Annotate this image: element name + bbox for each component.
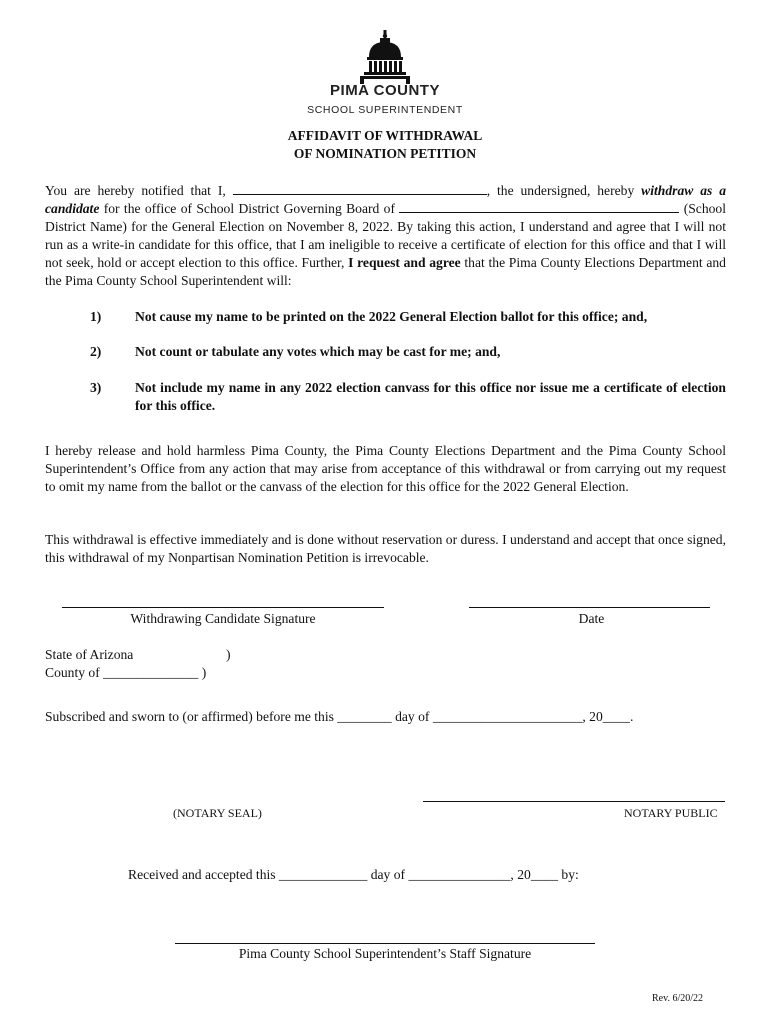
revision-date: Rev. 6/20/22 xyxy=(652,993,704,1004)
received-statement: Received and accepted this _____________ day of _______________, 20____ by: xyxy=(128,867,579,882)
intro-text-b: , the undersigned, hereby xyxy=(486,183,642,198)
department-name: SCHOOL SUPERINTENDENT xyxy=(307,104,463,116)
staff-signature-label: Pima County School Superintendent’s Staff Signature xyxy=(238,946,532,961)
state-paren: ) xyxy=(226,647,231,662)
document-title-line2: OF NOMINATION PETITION xyxy=(293,146,477,161)
state-label: State of Arizona xyxy=(45,647,134,662)
date-label: Date xyxy=(578,611,605,626)
capitol-dome-icon xyxy=(340,30,430,84)
intro-text-a: You are hereby notified that I, xyxy=(45,183,233,198)
intro-text-e: (School District Name) for the General Election on November 8, 2022. By taking this action, I understand and agree that I will not run as a write-in candidate for this office, that I am ineligible to receive a certificate of election for this office and that I will not seek, hold or accept election to this office. Further, xyxy=(45,201,726,270)
list-item-text: Not count or tabulate any votes which may be cast for me; and, xyxy=(135,344,501,359)
notary-public-label: NOTARY PUBLIC xyxy=(624,806,718,820)
county-name: PIMA COUNTY xyxy=(330,82,440,99)
candidate-signature-line[interactable] xyxy=(62,607,384,608)
notary-seal-label: (NOTARY SEAL) xyxy=(173,806,262,820)
list-item-text: Not include my name in any 2022 election canvass for this office nor issue me a certificate of election for this office. xyxy=(135,380,726,413)
intro-text-g: that the Pima County Elections Department and the Pima County School Superintendent will: xyxy=(45,255,726,288)
candidate-name-blank[interactable] xyxy=(233,182,487,195)
school-district-blank[interactable] xyxy=(399,200,679,213)
sworn-statement: Subscribed and sworn to (or affirmed) before me this ________ day of ______________________, 20____. xyxy=(45,709,634,724)
effective-paragraph: This withdrawal is effective immediately and is done without reservation or duress. I understand and accept that once signed, this withdrawal of my Nonpartisan Nomination Petition is irrevocable. xyxy=(45,532,726,565)
candidate-signature-label: Withdrawing Candidate Signature xyxy=(130,611,316,626)
request-agree-emphasis: I request and agree xyxy=(348,255,461,270)
notary-signature-line[interactable] xyxy=(423,801,725,802)
list-item-text: Not cause my name to be printed on the 2022 General Election ballot for this office; and, xyxy=(135,309,648,324)
intro-text-d: for the office of School District Governing Board of xyxy=(99,201,400,216)
list-item-number: 3) xyxy=(90,380,102,395)
staff-signature-line[interactable] xyxy=(175,943,595,944)
list-item-number: 2) xyxy=(90,344,102,359)
date-line[interactable] xyxy=(469,607,710,608)
release-paragraph: I hereby release and hold harmless Pima County, the Pima County Elections Department and the Pima County School Superintendent’s Office from any action that may arise from acceptance of this withdrawal or from carrying out my request to omit my name from the ballot or the canvass of the election for this office for the 2022 General Election. xyxy=(45,443,726,494)
list-item-number: 1) xyxy=(90,309,102,324)
county-label: County of ______________ ) xyxy=(45,665,207,680)
intro-paragraph xyxy=(45,182,726,290)
withdraw-emphasis: withdraw as a candidate xyxy=(45,183,727,216)
document-title-line1: AFFIDAVIT OF WITHDRAWAL xyxy=(287,128,483,143)
